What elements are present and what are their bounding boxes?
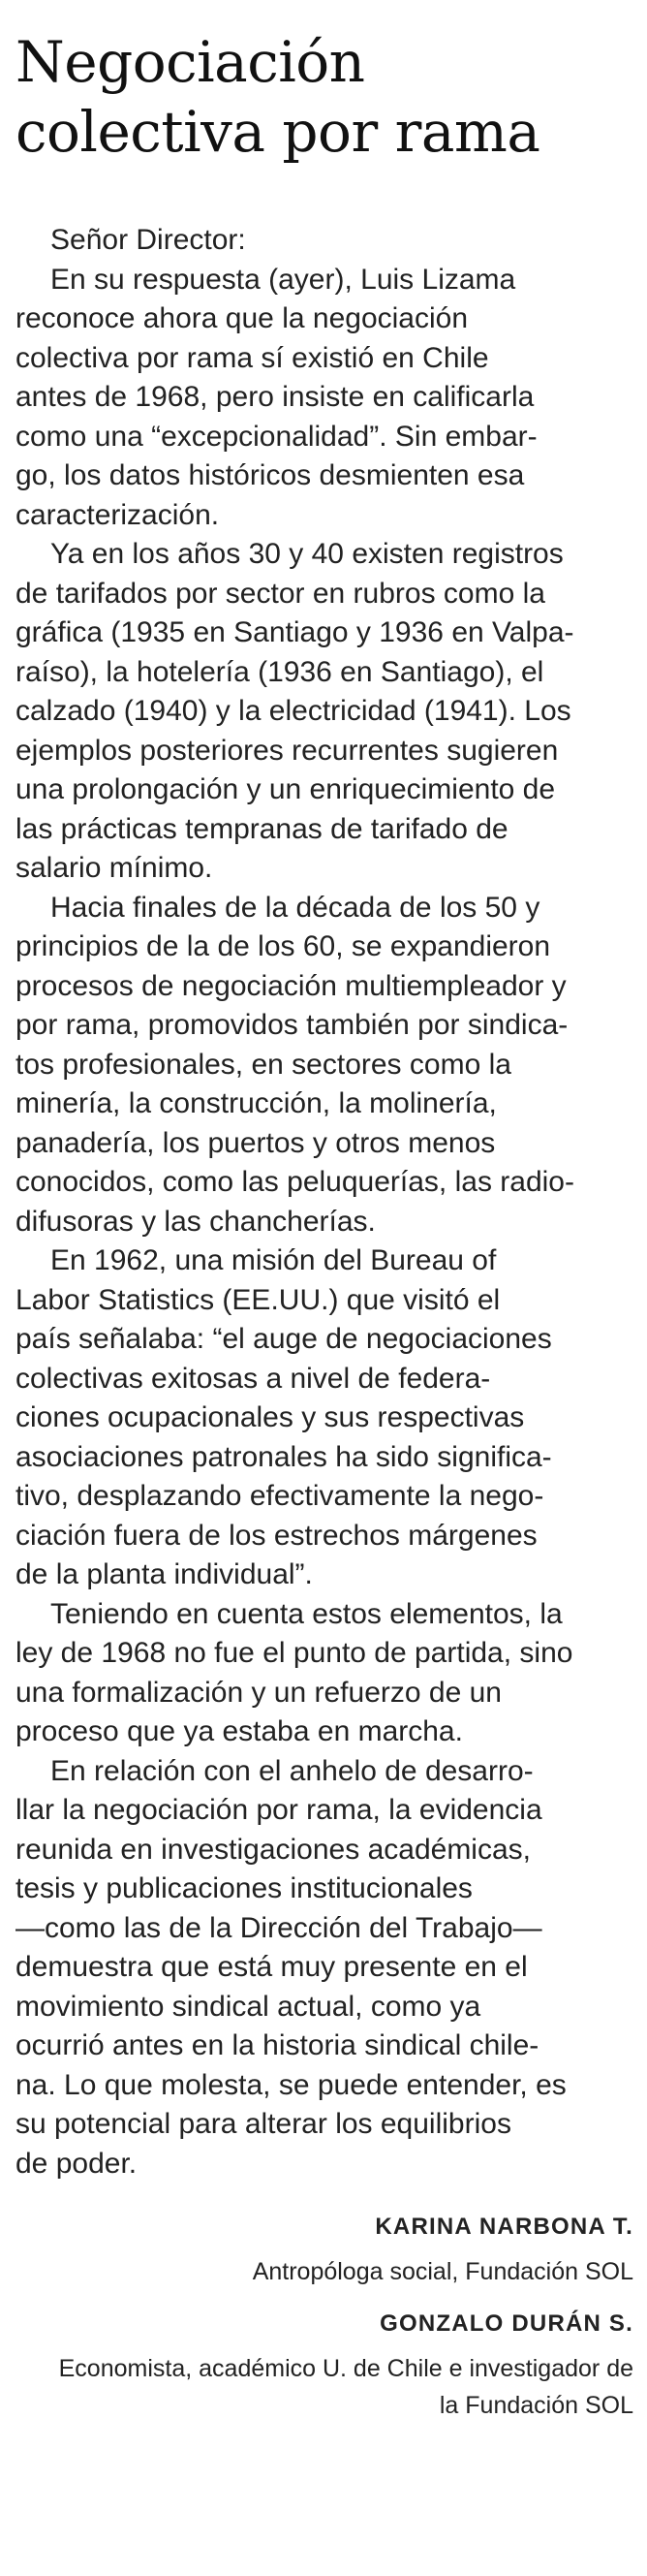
text-line: En relación con el anhelo de desarro- — [50, 1754, 534, 1787]
text-line: ley de 1968 no fue el punto de partida, sino — [15, 1637, 573, 1669]
text-line: —como las de la Dirección del Trabajo— — [15, 1911, 542, 1944]
headline — [15, 27, 635, 167]
text-line: colectivas exitosas a nivel de federa- — [15, 1362, 491, 1395]
text-line: principios de la de los 60, se expandieron — [15, 930, 551, 962]
text-line: raíso), la hotelería (1936 en Santiago), el — [15, 655, 544, 688]
text-line: como una “excepcionalidad”. Sin embar- — [15, 420, 538, 453]
text-line: ciones ocupacionales y sus respectivas — [15, 1401, 525, 1433]
text-line: En su respuesta (ayer), Luis Lizama — [50, 263, 516, 296]
text-line: país señalaba: “el auge de negociaciones — [15, 1323, 552, 1355]
letter-body — [15, 221, 637, 2183]
text-line: una prolongación y un enriquecimiento de — [15, 773, 556, 805]
text-line: Ya en los años 30 y 40 existen registros — [50, 538, 564, 570]
text-line: panadería, los puertos y otros menos — [15, 1126, 496, 1159]
text-line: ocurrió antes en la historia sindical chile- — [15, 2029, 539, 2061]
text-line: salario mínimo. — [15, 852, 213, 884]
signature-affiliation: la Fundación SOL — [439, 2392, 633, 2419]
text-line: tesis y publicaciones institucionales — [15, 1872, 473, 1904]
text-line: su potencial para alterar los equilibrios — [15, 2108, 511, 2140]
text-line: proceso que ya estaba en marcha. — [15, 1715, 463, 1747]
text-line: Hacia finales de la década de los 50 y — [50, 891, 540, 924]
text-line: las prácticas tempranas de tarifado de — [15, 812, 508, 845]
text-line: En 1962, una misión del Bureau of — [50, 1244, 497, 1276]
text-line: de poder. — [15, 2147, 138, 2180]
text-line: de la planta individual”. — [15, 1558, 313, 1590]
text-line: difusoras y las chancherías. — [15, 1205, 376, 1238]
text-line: demuestra que está muy presente en el — [15, 1951, 528, 1983]
text-line: go, los datos históricos desmienten esa — [15, 459, 525, 491]
text-line: movimiento sindical actual, como ya — [15, 1990, 481, 2023]
signature-affiliation: Economista, académico U. de Chile e investigador de — [58, 2355, 633, 2382]
text-line: procesos de negociación multiempleador y — [15, 969, 567, 1002]
text-line: colectiva por rama sí existió en Chile — [15, 341, 489, 374]
text-line: asociaciones patronales ha sido significa- — [15, 1440, 552, 1473]
text-line: reconoce ahora que la negociación — [15, 302, 469, 334]
text-line: tivo, desplazando efectivamente la nego- — [15, 1480, 544, 1512]
text-line: reunida en investigaciones académicas, — [15, 1833, 531, 1866]
text-line: calzado (1940) y la electricidad (1941). Los — [15, 695, 571, 727]
headline-line: Negociación — [15, 29, 365, 95]
text-line: Labor Statistics (EE.UU.) que visitó el — [15, 1283, 501, 1316]
text-line: gráfica (1935 en Santiago y 1936 en Valpa- — [15, 616, 574, 648]
signature-affiliation: Antropóloga social, Fundación SOL — [252, 2258, 633, 2285]
text-line: antes de 1968, pero insiste en calificarla — [15, 381, 535, 413]
text-line: na. Lo que molesta, se puede entender, es — [15, 2068, 567, 2101]
text-line: por rama, promovidos también por sindica- — [15, 1009, 569, 1041]
salutation: Señor Director: — [50, 224, 246, 256]
text-line: Teniendo en cuenta estos elementos, la — [50, 1597, 563, 1630]
text-line: conocidos, como las peluquerías, las radio- — [15, 1166, 574, 1198]
text-line: una formalización y un refuerzo de un — [15, 1676, 502, 1709]
text-line: tos profesionales, en sectores como la — [15, 1048, 511, 1081]
headline-line: colectiva por rama — [15, 99, 540, 165]
text-line: ejemplos posteriores recurrentes sugieren — [15, 734, 559, 767]
signature-name: GONZALO DURÁN S. — [380, 2310, 633, 2337]
text-line: llar la negociación por rama, la evidencia — [15, 1794, 542, 1826]
text-line: minería, la construcción, la molinería, — [15, 1087, 497, 1119]
text-line: de tarifados por sector en rubros como la — [15, 577, 545, 610]
signature-name: KARINA NARBONA T. — [375, 2214, 633, 2240]
text-line: ciación fuera de los estrechos márgenes — [15, 1519, 538, 1552]
text-line: caracterización. — [15, 498, 220, 531]
